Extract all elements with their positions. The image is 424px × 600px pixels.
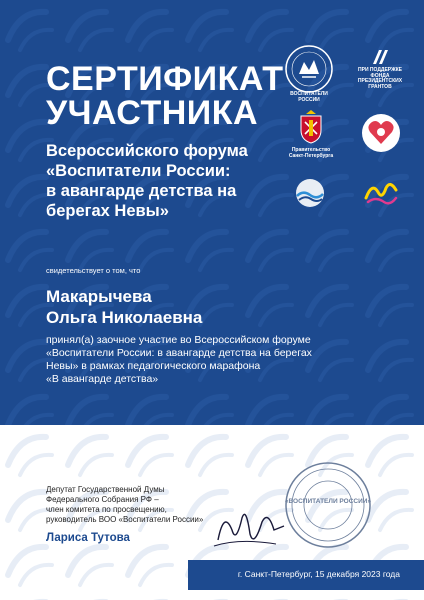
statement-line-1: принял(а) заочное участие во Всероссийском форуме	[46, 334, 311, 346]
fund-caption-line-1: ПРИ ПОДДЕРЖКЕ	[358, 67, 402, 73]
partner-logos	[280, 40, 420, 220]
subtitle-line-2: «Воспитатели России:	[46, 162, 231, 180]
presidential-grants-logo-icon	[370, 48, 390, 66]
subtitle-line-1: Всероссийского форума	[46, 142, 248, 160]
participant-name	[46, 286, 202, 328]
spb-government-caption	[282, 148, 340, 159]
fund-caption-line-2: ФОНДА	[370, 72, 390, 79]
stamp-text: «ВОСПИТАТЕЛИ РОССИИ»	[284, 498, 372, 505]
title-line-2: УЧАСТНИКА	[46, 94, 259, 132]
spb-caption-line-1: Правительство	[291, 147, 331, 153]
neva-wave-logo-icon	[290, 178, 330, 208]
script-brand-logo-icon	[362, 178, 400, 208]
signer-position	[46, 485, 203, 525]
certificate-footer	[0, 425, 424, 600]
fund-caption-line-3: ПРЕЗИДЕНТСКИХ	[357, 78, 403, 84]
signer-line-1: Депутат Государственной Думы	[46, 485, 165, 494]
spb-coat-of-arms-icon	[298, 110, 324, 144]
participant-surname: Макарычева	[46, 287, 152, 306]
signer-line-4: руководитель ВОО «Воспитатели России»	[46, 515, 204, 524]
witness-text: свидетельствует о том, что	[46, 266, 141, 275]
spb-caption-line-2: Санкт-Петербурга	[288, 152, 334, 159]
presidential-grants-caption	[352, 68, 408, 90]
title-line-1: СЕРТИФИКАТ	[46, 60, 284, 98]
statement-line-3: Невы» в рамках педагогического марафона	[46, 360, 261, 372]
handwritten-signature	[210, 500, 290, 555]
vospitateli-logo-caption: ВОСПИТАТЕЛИ РОССИИ	[290, 91, 328, 103]
forum-name	[46, 141, 276, 221]
vospitateli-rossii-logo-icon	[284, 44, 334, 94]
statement-line-2: «Воспитатели России: в авангарде детства на берегах	[46, 347, 312, 359]
signer-line-2: Федерального Собрания РФ –	[46, 495, 159, 504]
participation-statement	[46, 334, 312, 386]
certificate-title	[46, 62, 284, 130]
statement-line-4: «В авангарде детства»	[46, 373, 159, 385]
heart-badge-logo-icon	[360, 112, 402, 154]
participant-given-names: Ольга Николаевна	[46, 308, 203, 327]
issue-place-date: г. Санкт-Петербург, 15 декабря 2023 года	[237, 569, 400, 579]
fund-caption-line-4: ГРАНТОВ	[368, 83, 392, 90]
subtitle-line-3: в авангарде детства на	[46, 182, 237, 200]
signer-name: Лариса Тутова	[46, 532, 130, 544]
signer-line-3: член комитета по просвещению,	[46, 505, 167, 514]
official-stamp	[283, 460, 373, 550]
date-bar	[188, 560, 424, 590]
subtitle-line-4: берегах Невы»	[46, 202, 169, 220]
